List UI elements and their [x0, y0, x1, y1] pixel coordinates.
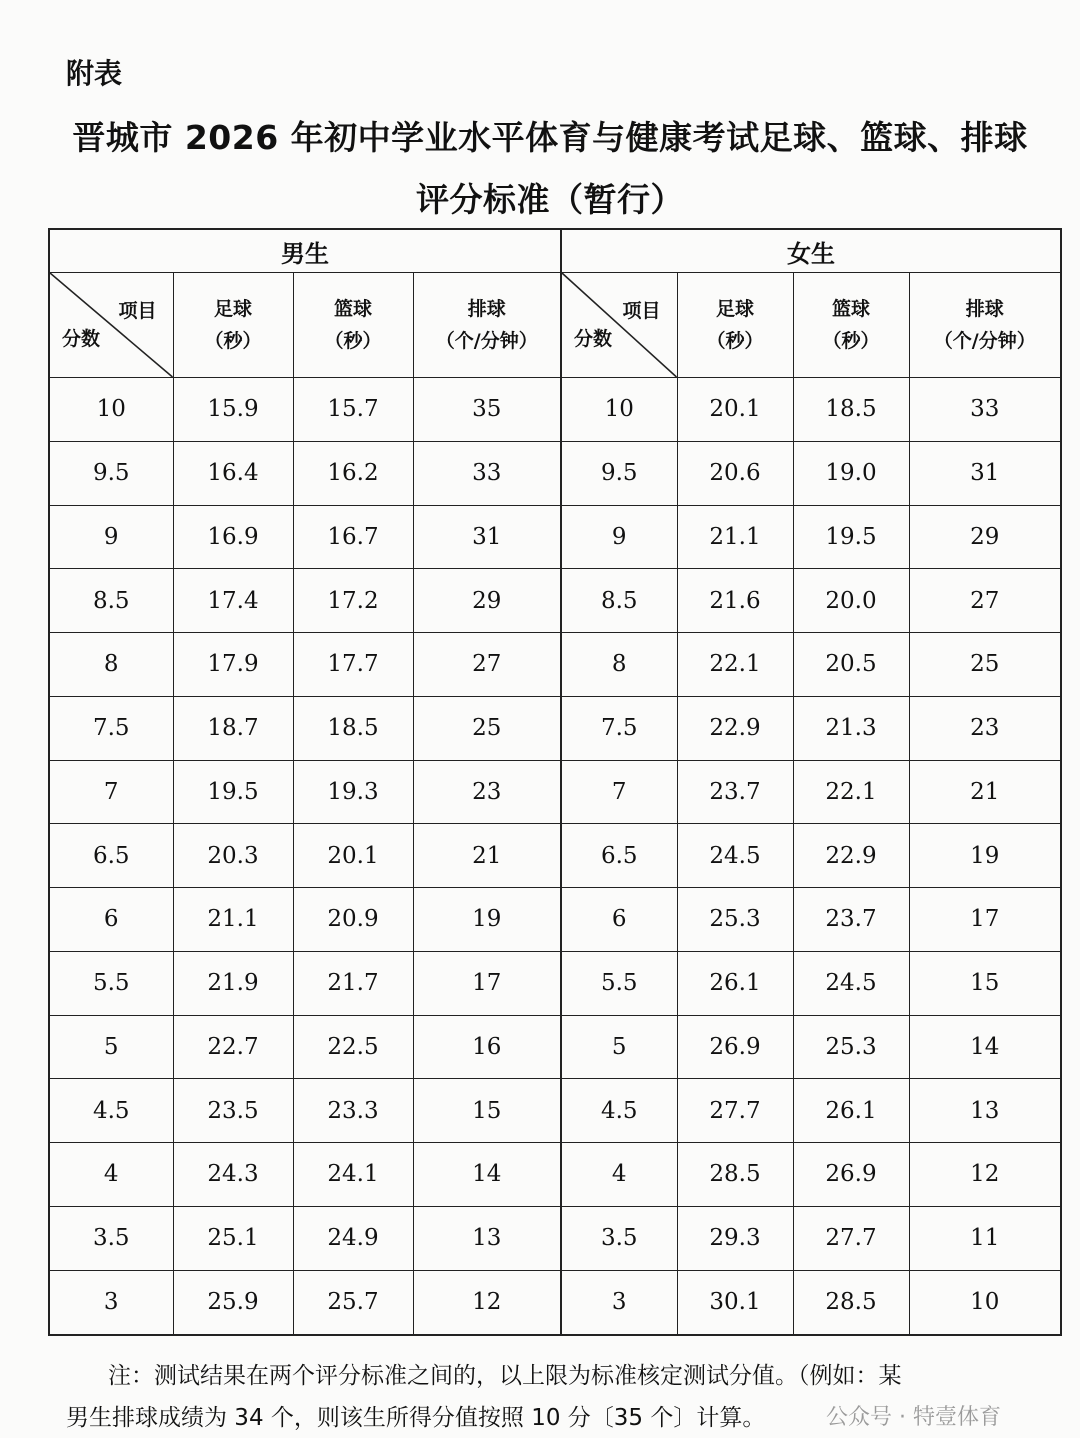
male-volleyball-cell: 19	[413, 888, 561, 952]
female-score-cell: 9.5	[561, 441, 677, 505]
female-score-cell: 3.5	[561, 1206, 677, 1270]
basketball-label: 篮球	[831, 298, 870, 320]
female-football-cell: 21.1	[677, 505, 793, 569]
female-basketball-cell: 25.3	[793, 1015, 909, 1079]
male-diagonal-header	[49, 273, 173, 378]
male-football-cell: 23.5	[173, 1079, 293, 1143]
table-row	[49, 569, 1061, 633]
male-score-cell: 5.5	[49, 951, 173, 1015]
female-volleyball-cell: 31	[909, 441, 1061, 505]
male-volleyball-cell: 35	[413, 378, 561, 442]
female-score-cell: 8.5	[561, 569, 677, 633]
male-basketball-cell: 20.1	[293, 824, 413, 888]
female-volleyball-cell: 10	[909, 1270, 1061, 1335]
male-score-cell: 6	[49, 888, 173, 952]
female-volleyball-cell: 19	[909, 824, 1061, 888]
male-basketball-cell: 23.3	[293, 1079, 413, 1143]
female-basketball-cell: 20.0	[793, 569, 909, 633]
male-volleyball-cell: 14	[413, 1143, 561, 1207]
male-basketball-cell: 24.9	[293, 1206, 413, 1270]
female-score-cell: 7	[561, 760, 677, 824]
female-score-cell: 5.5	[561, 951, 677, 1015]
volleyball-unit: （个/分钟）	[933, 330, 1036, 352]
male-basketball-cell: 21.7	[293, 951, 413, 1015]
female-football-cell: 20.6	[677, 441, 793, 505]
female-basketball-cell: 26.1	[793, 1079, 909, 1143]
male-football-cell: 17.4	[173, 569, 293, 633]
table-row	[49, 760, 1061, 824]
table-row	[49, 888, 1061, 952]
diag-item-label: 项目	[118, 300, 157, 322]
female-score-cell: 7.5	[561, 696, 677, 760]
female-football-cell: 30.1	[677, 1270, 793, 1335]
table-body	[49, 378, 1061, 1336]
female-volleyball-cell: 23	[909, 696, 1061, 760]
female-score-cell: 3	[561, 1270, 677, 1335]
male-football-cell: 22.7	[173, 1015, 293, 1079]
male-volleyball-cell: 23	[413, 760, 561, 824]
table-row	[49, 696, 1061, 760]
diag-score-label: 分数	[62, 328, 101, 350]
female-volleyball-header	[909, 273, 1061, 378]
female-group-header: 女生	[561, 229, 1061, 273]
table-row	[49, 1079, 1061, 1143]
female-score-cell: 4.5	[561, 1079, 677, 1143]
football-unit: （秒）	[204, 330, 262, 352]
male-basketball-cell: 17.7	[293, 633, 413, 697]
table-row	[49, 633, 1061, 697]
table-row	[49, 378, 1061, 442]
male-football-cell: 25.9	[173, 1270, 293, 1335]
male-basketball-cell: 15.7	[293, 378, 413, 442]
male-volleyball-cell: 31	[413, 505, 561, 569]
male-score-cell: 3.5	[49, 1206, 173, 1270]
male-football-cell: 16.9	[173, 505, 293, 569]
male-score-cell: 9.5	[49, 441, 173, 505]
female-score-cell: 8	[561, 633, 677, 697]
volleyball-label: 排球	[965, 298, 1004, 320]
football-label: 足球	[213, 298, 252, 320]
male-basketball-cell: 19.3	[293, 760, 413, 824]
female-football-cell: 27.7	[677, 1079, 793, 1143]
male-volleyball-cell: 17	[413, 951, 561, 1015]
basketball-unit: （秒）	[822, 330, 880, 352]
table-row	[49, 1270, 1061, 1335]
female-football-cell: 24.5	[677, 824, 793, 888]
female-basketball-cell: 23.7	[793, 888, 909, 952]
table-row	[49, 1143, 1061, 1207]
male-volleyball-header	[413, 273, 561, 378]
scoring-standard-table	[48, 228, 1062, 1336]
female-basketball-cell: 21.3	[793, 696, 909, 760]
appendix-label: 附表	[66, 57, 123, 90]
male-basketball-cell: 24.1	[293, 1143, 413, 1207]
male-score-cell: 5	[49, 1015, 173, 1079]
male-volleyball-cell: 15	[413, 1079, 561, 1143]
female-volleyball-cell: 13	[909, 1079, 1061, 1143]
female-score-cell: 5	[561, 1015, 677, 1079]
male-football-cell: 21.9	[173, 951, 293, 1015]
table-row	[49, 951, 1061, 1015]
female-football-cell: 26.9	[677, 1015, 793, 1079]
volleyball-label: 排球	[467, 298, 506, 320]
note-line-1: 注：测试结果在两个评分标准之间的，以上限为标准核定测试分值。（例如：某	[108, 1363, 902, 1389]
male-score-cell: 8	[49, 633, 173, 697]
diag-item-label: 项目	[622, 300, 661, 322]
female-basketball-cell: 27.7	[793, 1206, 909, 1270]
female-volleyball-cell: 33	[909, 378, 1061, 442]
female-football-cell: 23.7	[677, 760, 793, 824]
male-volleyball-cell: 13	[413, 1206, 561, 1270]
male-score-cell: 3	[49, 1270, 173, 1335]
female-diagonal-header	[561, 273, 677, 378]
female-basketball-cell: 22.1	[793, 760, 909, 824]
male-basketball-cell: 18.5	[293, 696, 413, 760]
female-football-cell: 25.3	[677, 888, 793, 952]
basketball-unit: （秒）	[324, 330, 382, 352]
male-football-cell: 24.3	[173, 1143, 293, 1207]
male-basketball-cell: 16.7	[293, 505, 413, 569]
male-basketball-cell: 16.2	[293, 441, 413, 505]
female-basketball-cell: 22.9	[793, 824, 909, 888]
female-football-cell: 26.1	[677, 951, 793, 1015]
female-football-cell: 22.1	[677, 633, 793, 697]
female-basketball-cell: 20.5	[793, 633, 909, 697]
document-title-line-1: 晋城市 2026 年初中学业水平体育与健康考试足球、篮球、排球	[72, 118, 1028, 157]
table-row	[49, 1015, 1061, 1079]
female-basketball-header	[793, 273, 909, 378]
male-football-cell: 18.7	[173, 696, 293, 760]
male-football-cell: 20.3	[173, 824, 293, 888]
male-volleyball-cell: 12	[413, 1270, 561, 1335]
female-basketball-cell: 26.9	[793, 1143, 909, 1207]
female-basketball-cell: 24.5	[793, 951, 909, 1015]
female-basketball-cell: 18.5	[793, 378, 909, 442]
male-volleyball-cell: 25	[413, 696, 561, 760]
table-row	[49, 441, 1061, 505]
male-basketball-header	[293, 273, 413, 378]
male-football-cell: 21.1	[173, 888, 293, 952]
note-line-2: 男生排球成绩为 34 个，则该生所得分值按照 10 分〔35 个〕计算。	[66, 1405, 766, 1431]
female-volleyball-cell: 17	[909, 888, 1061, 952]
male-volleyball-cell: 33	[413, 441, 561, 505]
female-score-cell: 6.5	[561, 824, 677, 888]
table-row	[49, 824, 1061, 888]
female-score-cell: 10	[561, 378, 677, 442]
female-basketball-cell: 28.5	[793, 1270, 909, 1335]
female-volleyball-cell: 29	[909, 505, 1061, 569]
male-score-cell: 7	[49, 760, 173, 824]
male-score-cell: 10	[49, 378, 173, 442]
female-basketball-cell: 19.5	[793, 505, 909, 569]
male-basketball-cell: 17.2	[293, 569, 413, 633]
male-score-cell: 4	[49, 1143, 173, 1207]
watermark: 公众号 · 特壹体育	[826, 1400, 1001, 1431]
male-score-cell: 9	[49, 505, 173, 569]
female-basketball-cell: 19.0	[793, 441, 909, 505]
male-football-cell: 25.1	[173, 1206, 293, 1270]
female-volleyball-cell: 27	[909, 569, 1061, 633]
basketball-label: 篮球	[333, 298, 372, 320]
female-volleyball-cell: 25	[909, 633, 1061, 697]
document-title-line-2: 评分标准（暂行）	[416, 180, 684, 219]
male-football-cell: 15.9	[173, 378, 293, 442]
female-volleyball-cell: 11	[909, 1206, 1061, 1270]
male-basketball-cell: 22.5	[293, 1015, 413, 1079]
male-basketball-cell: 25.7	[293, 1270, 413, 1335]
female-volleyball-cell: 15	[909, 951, 1061, 1015]
male-football-cell: 19.5	[173, 760, 293, 824]
female-score-cell: 4	[561, 1143, 677, 1207]
male-score-cell: 6.5	[49, 824, 173, 888]
football-unit: （秒）	[706, 330, 764, 352]
female-football-cell: 20.1	[677, 378, 793, 442]
football-label: 足球	[715, 298, 754, 320]
table-row	[49, 505, 1061, 569]
male-group-header: 男生	[49, 229, 561, 273]
female-score-cell: 9	[561, 505, 677, 569]
male-score-cell: 8.5	[49, 569, 173, 633]
female-football-cell: 22.9	[677, 696, 793, 760]
female-football-cell: 21.6	[677, 569, 793, 633]
male-football-header	[173, 273, 293, 378]
male-basketball-cell: 20.9	[293, 888, 413, 952]
diag-score-label: 分数	[574, 328, 613, 350]
male-volleyball-cell: 16	[413, 1015, 561, 1079]
male-football-cell: 16.4	[173, 441, 293, 505]
female-volleyball-cell: 21	[909, 760, 1061, 824]
male-volleyball-cell: 27	[413, 633, 561, 697]
female-football-cell: 28.5	[677, 1143, 793, 1207]
male-score-cell: 4.5	[49, 1079, 173, 1143]
female-score-cell: 6	[561, 888, 677, 952]
male-score-cell: 7.5	[49, 696, 173, 760]
male-football-cell: 17.9	[173, 633, 293, 697]
female-football-cell: 29.3	[677, 1206, 793, 1270]
female-volleyball-cell: 12	[909, 1143, 1061, 1207]
female-football-header	[677, 273, 793, 378]
volleyball-unit: （个/分钟）	[435, 330, 538, 352]
male-volleyball-cell: 29	[413, 569, 561, 633]
table-row	[49, 1206, 1061, 1270]
male-volleyball-cell: 21	[413, 824, 561, 888]
female-volleyball-cell: 14	[909, 1015, 1061, 1079]
